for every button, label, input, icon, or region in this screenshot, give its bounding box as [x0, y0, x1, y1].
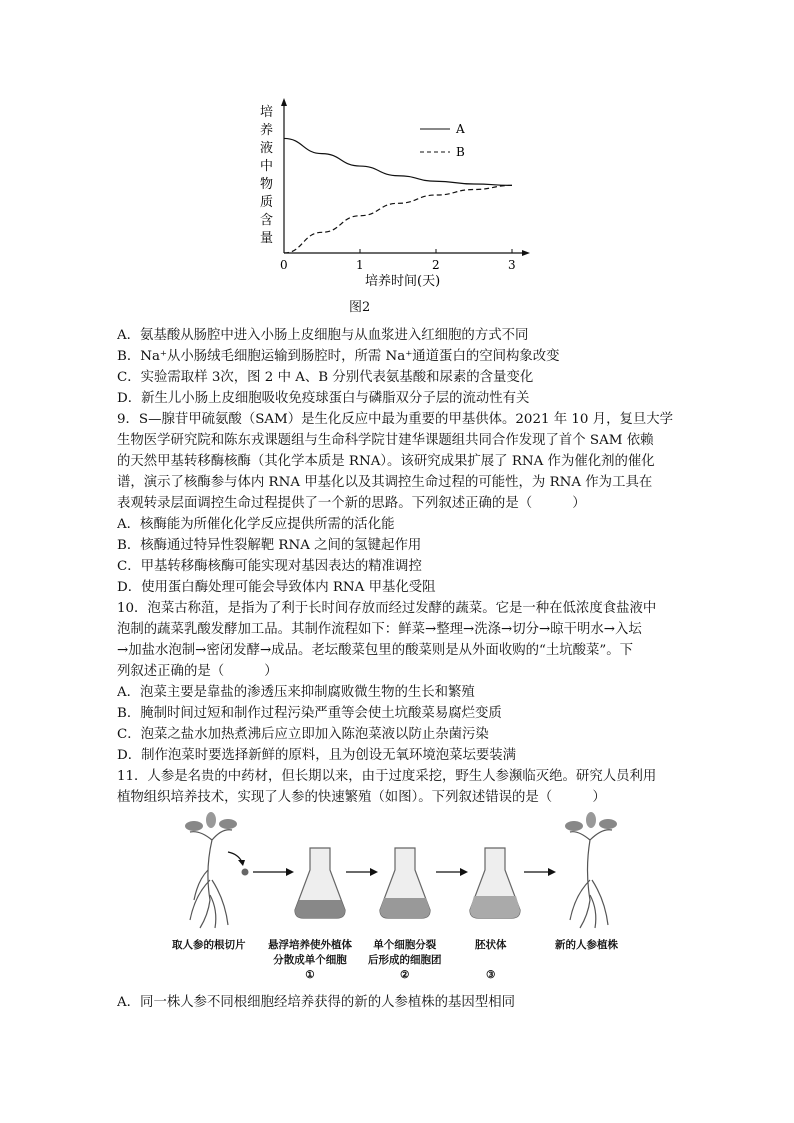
root-slice-icon — [242, 869, 249, 876]
figure-2-caption: 图2 — [349, 300, 371, 315]
option-line: A．核酶能为所催化化学反应提供所需的活化能 — [117, 517, 395, 532]
flow-step-label — [555, 938, 618, 953]
option-line: C．甲基转移酶核酶可能实现对基因表达的精准调控 — [117, 559, 422, 574]
x-axis-label: 培养时间(天) — [365, 274, 441, 289]
flow-step-text: 后形成的细胞团 — [368, 954, 442, 966]
question-10-stem: 泡制的蔬菜乳酸发酵加工品。其制作流程如下：鲜菜→整理→洗涤→切分→晾干明水→入坛 — [117, 622, 642, 637]
flow-arrowhead — [286, 868, 294, 876]
y-label-char: 中 — [260, 159, 274, 174]
option-line: C．实验需取样 3次，图 2 中 A、B 分别代表氨基酸和尿素的含量变化 — [117, 370, 534, 385]
flask-icon — [470, 848, 520, 918]
x-tick-label: 3 — [508, 258, 516, 272]
flow-arrowhead — [548, 868, 556, 876]
flow-step-text: 胚状体 — [475, 939, 507, 951]
option-line: A．泡菜主要是靠盐的渗透压来抑制腐败微生物的生长和繁殖 — [117, 685, 475, 700]
flow-step-text: 分散成单个细胞 — [273, 954, 347, 966]
legend-a-label: A — [456, 122, 465, 136]
x-tick-label: 0 — [280, 258, 288, 272]
option-line: B．Na⁺从小肠绒毛细胞运输到肠腔时，所需 Na⁺通道蛋白的空间构象改变 — [117, 349, 560, 364]
flow-arrowhead — [460, 868, 468, 876]
y-label-char: 物 — [260, 177, 274, 192]
y-label-char: 液 — [260, 141, 274, 156]
arrowhead-icon — [238, 860, 245, 866]
leaf-icon — [219, 819, 237, 829]
y-label-char: 养 — [260, 123, 274, 138]
flask-icon — [295, 848, 345, 918]
ginseng-plant-icon — [570, 830, 612, 928]
leaf-icon — [206, 812, 216, 828]
series-line-a — [284, 138, 512, 185]
legend-b-label: B — [456, 145, 465, 159]
flow-step-text: 单个细胞分裂 — [373, 939, 437, 951]
flow-step-label — [172, 938, 246, 953]
option-line: A．氨基酸从肠腔中进入小肠上皮细胞与从血浆进入红细胞的方式不同 — [117, 328, 529, 343]
ginseng-plant-icon — [190, 830, 232, 928]
y-label-char: 量 — [260, 231, 274, 246]
option-line: B．腌制时间过短和制作过程污染严重等会使土坑酸菜易腐烂变质 — [117, 706, 502, 721]
series-line-b — [284, 185, 512, 253]
option-line: D．制作泡菜时要选择新鲜的原料，且为创设无氧环境泡菜坛要装满 — [117, 748, 517, 763]
flow-step-text: 新的人参植株 — [555, 939, 618, 951]
figure-2-chart — [250, 95, 550, 325]
question-9-stem: 谱，演示了核酶参与体内 RNA 甲基化以及其调控生命过程的可能性，为 RNA 作为工具在 — [117, 475, 653, 490]
leaf-icon — [586, 812, 596, 828]
leaf-icon — [599, 819, 617, 829]
question-11-stem: 11．人参是名贵的中药材，但长期以来，由于过度采挖，野生人参濒临灭绝。研究人员利用 — [117, 769, 657, 784]
tissue-culture-diagram — [150, 810, 650, 990]
question-10-stem: →加盐水泡制→密闭发酵→成品。老坛酸菜包里的酸菜则是从外面收购的“土坑酸菜”。下 — [117, 643, 634, 658]
leaf-icon — [565, 821, 583, 831]
question-text — [117, 325, 677, 808]
option-line: A．同一株人参不同根细胞经培养获得的新的人参植株的基因型相同 — [117, 995, 515, 1010]
flow-step-label — [368, 938, 442, 983]
legend — [420, 122, 465, 159]
flow-step-number: ② — [400, 969, 410, 981]
y-axis-arrow — [281, 98, 287, 106]
y-label-char: 质 — [260, 195, 274, 210]
flow-step-number: ① — [305, 969, 315, 981]
y-label-char: 培 — [260, 105, 274, 120]
question-9-stem: 9．S—腺苷甲硫氨酸（SAM）是生化反应中最为重要的甲基供体。2021 年 10 月，复旦大学 — [117, 412, 674, 427]
question-9-stem: 表观转录层面调控生命过程提供了一个新的思路。下列叙述正确的是（ ） — [117, 496, 586, 511]
flow-step-label — [268, 938, 352, 983]
x-tick-label: 2 — [432, 258, 440, 272]
x-axis-arrow — [522, 250, 530, 256]
flow-step-text: 悬浮培养使外植体 — [268, 939, 352, 951]
option-line: D．新生儿小肠上皮细胞吸收免疫球蛋白与磷脂双分子层的流动性有关 — [117, 391, 530, 406]
option-line: D．使用蛋白酶处理可能会导致体内 RNA 甲基化受阻 — [117, 580, 436, 595]
question-9-stem: 的天然甲基转移酶核酶（其化学本质是 RNA）。该研究成果扩展了 RNA 作为催化剂的催化 — [117, 454, 655, 469]
question-10-stem: 列叙述正确的是（ ） — [117, 664, 278, 679]
x-tick-label: 1 — [356, 258, 364, 272]
option-line: B．核酶通过特异性裂解靶 RNA 之间的氢键起作用 — [117, 538, 422, 553]
flow-arrowhead — [370, 868, 378, 876]
option-line: C．泡菜之盐水加热煮沸后应立即加入陈泡菜液以防止杂菌污染 — [117, 727, 489, 742]
question-10-stem: 10．泡菜古称菹，是指为了利于长时间存放而经过发酵的蔬菜。它是一种在低浓度食盐液中 — [117, 601, 657, 616]
leaf-icon — [185, 821, 203, 831]
flow-step-text: 取人参的根切片 — [172, 939, 246, 951]
y-axis-label — [260, 105, 273, 246]
question-11-stem: 植物组织培养技术，实现了人参的快速繁殖（如图）。下列叙述错误的是（ ） — [117, 790, 606, 805]
y-label-char: 含 — [260, 213, 274, 228]
flask-icon — [380, 848, 430, 918]
flow-step-label — [475, 938, 507, 983]
flow-illustration — [150, 810, 650, 935]
question-9-stem: 生物医学研究院和陈东戎课题组与生命科学院甘建华课题组共同合作发现了首个 SAM 依赖 — [117, 433, 654, 448]
chart-series — [284, 138, 512, 253]
flow-step-number: ③ — [486, 969, 496, 981]
